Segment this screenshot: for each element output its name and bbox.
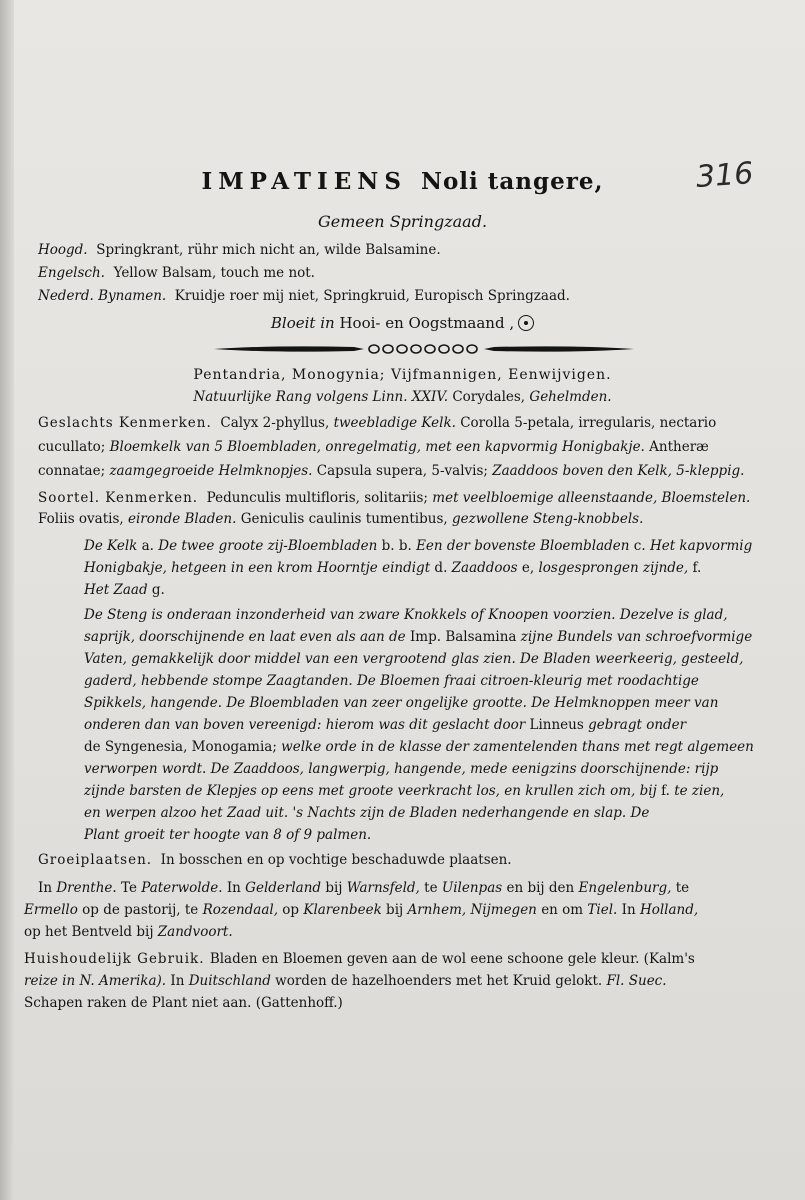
text-run: Foliis ovatis, xyxy=(38,511,128,527)
text-run: Fl. Suec. xyxy=(606,973,667,989)
species-characteristics-line-1 xyxy=(38,489,750,507)
text-run: Pedunculis multifloris, solitariis; xyxy=(206,490,433,506)
text-run: In bosschen en op vochtige beschaduwde plaatsen. xyxy=(160,852,512,868)
title-genus: IMPATIENS xyxy=(201,168,407,195)
text-run: en om xyxy=(541,902,588,918)
text-run: zijnde barsten de Klepjes op eens met groote veerkracht los, en krullen zich om, bij xyxy=(84,783,662,799)
text-run: Zaaddoos xyxy=(451,560,522,576)
text-run: Gehelmden. xyxy=(529,389,612,405)
household-use-line-2 xyxy=(24,972,667,990)
text-run: Rozendaal, xyxy=(202,902,283,918)
text-run: Spikkels, hangende. De Bloembladen van zeer ongelijke grootte. De Helmknoppen meer van xyxy=(84,695,719,711)
text-run: Paterwolde. xyxy=(141,880,227,896)
description-line-8 xyxy=(84,760,718,778)
text-run: Plant groeit ter hoogte van 8 of 9 palmen. xyxy=(84,827,372,843)
localities-line-2 xyxy=(24,901,698,919)
text-run: Het kapvormig xyxy=(649,538,753,554)
text-run: Schapen raken de Plant niet aan. (Gattenhoff.) xyxy=(24,995,343,1011)
text-run: Hoogd. xyxy=(38,242,88,258)
text-run: f. xyxy=(661,783,675,799)
text-run: Yellow Balsam, touch me not. xyxy=(113,265,315,281)
text-run: b. b. xyxy=(381,538,417,554)
text-run: De Steng is onderaan inzonderheid van zware Knokkels of Knoopen voorzien. Dezelve is glad, xyxy=(84,607,728,623)
description-line-6 xyxy=(84,716,686,734)
text-run: connatae; xyxy=(38,463,110,479)
text-run: e, xyxy=(521,560,539,576)
household-use-line-3 xyxy=(24,994,343,1012)
description-line-11 xyxy=(84,826,371,844)
description-line-2 xyxy=(84,628,752,646)
text-run: zaamgegroeide Helmknopjes. xyxy=(109,463,317,479)
text-run: Linneus xyxy=(529,717,589,733)
text-run: en werpen alzoo het Zaad uit. 's Nachts zijn de Bladen nederhangende en slap. De xyxy=(84,805,650,821)
text-run: op de pastorij, te xyxy=(82,902,203,918)
description-line-5 xyxy=(84,694,718,712)
text-run: Een der bovenste Bloembladen xyxy=(416,538,634,554)
description-line-3 xyxy=(84,650,743,668)
text-run: Holland, xyxy=(639,902,699,918)
text-run: Bloeit in xyxy=(270,314,335,332)
text-run: Uilenpas xyxy=(441,880,507,896)
text-run: Drenthe. xyxy=(56,880,121,896)
text-run: Capsula supera, 5-valvis; xyxy=(316,463,493,479)
text-run: reize in N. Amerika). xyxy=(24,973,171,989)
text-run: eironde Bladen. xyxy=(128,511,241,527)
text-run: Natuurlijke Rang volgens Linn. XXIV. xyxy=(193,389,449,405)
localities-line-3 xyxy=(24,923,233,941)
name-dutch xyxy=(38,287,570,305)
text-run: Het Zaad xyxy=(84,582,152,598)
text-run: te zien, xyxy=(674,783,725,799)
text-run: zijne Bundels van schroefvormige xyxy=(520,629,753,645)
text-run: Hooi- en Oogstmaand , xyxy=(339,314,515,332)
text-run: Te xyxy=(120,880,142,896)
text-run: op het Bentveld bij xyxy=(24,924,158,940)
natural-rank-line xyxy=(0,388,805,406)
text-run: Bladen en Bloemen geven aan de wol eene schoone gele kleur. (Kalm's xyxy=(209,951,695,967)
habitat-line xyxy=(38,851,512,869)
title-species: Noli tangere, xyxy=(420,168,604,195)
text-run: Warnsfeld, xyxy=(346,880,425,896)
figure-description-line-2 xyxy=(84,559,701,577)
text-run: g. xyxy=(151,582,165,598)
text-run: Tiel. xyxy=(587,902,622,918)
text-run: Soortel. Kenmerken. xyxy=(38,490,199,506)
description-line-7 xyxy=(84,738,754,756)
text-run: te xyxy=(424,880,442,896)
text-run: Duitschland xyxy=(188,973,276,989)
text-run: cucullato; xyxy=(38,439,110,455)
text-run: Arnhem, Nijmegen xyxy=(407,902,542,918)
text-run: welke orde in de klasse der zamentelenden thans met regt algemeen xyxy=(281,739,754,755)
text-run: Nederd. Bynamen. xyxy=(38,288,167,304)
text-run: Engelenburg, xyxy=(578,880,676,896)
text-run: Bloemkelk van 5 Bloembladen, onregelmatig, met een kapvormig Honigbakje. xyxy=(109,439,650,455)
text-run: Springkrant, rühr mich nicht an, wilde Balsamine. xyxy=(96,242,441,258)
text-run: onderen dan van boven vereenigd: hierom was dit geslacht door xyxy=(84,717,530,733)
genus-characteristics-line-3 xyxy=(38,462,744,480)
classification-line: Pentandria, Monogynia; Vijfmannigen, Eenwijvigen. xyxy=(193,367,612,383)
common-name: Gemeen Springzaad. xyxy=(317,212,488,231)
localities-line-1 xyxy=(38,879,689,897)
text-run: gebragt onder xyxy=(588,717,687,733)
page-title xyxy=(0,168,805,195)
text-run: Corydales, xyxy=(452,389,526,405)
text-run: losgesprongen zijnde, xyxy=(538,560,693,576)
ornamental-rule-icon xyxy=(214,340,634,358)
text-run: Groeiplaatsen. xyxy=(38,852,153,868)
text-run: d. xyxy=(434,560,452,576)
household-use-line-1 xyxy=(24,950,695,968)
text-run: de Syngenesia, Monogamia; xyxy=(84,739,282,755)
text-run: Geniculis caulinis tumentibus, xyxy=(240,511,452,527)
text-run: c. xyxy=(633,538,650,554)
description-line-10 xyxy=(84,804,649,822)
flowering-line xyxy=(0,314,805,332)
text-run: tweebladige Kelk. xyxy=(333,415,461,431)
text-run: De Kelk xyxy=(84,538,142,554)
text-run: Huishoudelijk Gebruik. xyxy=(24,951,210,967)
text-run: In xyxy=(170,973,189,989)
text-run: Calyx 2-phyllus, xyxy=(220,415,334,431)
description-line-1 xyxy=(84,606,728,624)
text-run: f. xyxy=(692,560,702,576)
text-run: met veelbloemige alleenstaande, Bloemstelen. xyxy=(432,490,751,506)
text-run: Honigbakje, hetgeen in een krom Hoorntje eindigt xyxy=(84,560,435,576)
text-run: en bij den xyxy=(506,880,579,896)
text-run: Geslachts Kenmerken. xyxy=(38,415,212,431)
text-run: Ermello xyxy=(24,902,83,918)
text-run: op xyxy=(282,902,304,918)
text-run: a. xyxy=(141,538,159,554)
text-run: gaderd, hebbende stompe Zaagtanden. De Bloemen fraai citroen-kleurig met roodachtige xyxy=(84,673,699,689)
text-run: worden de hazelhoenders met het Kruid gelokt. xyxy=(275,973,607,989)
text-run: saprijk, doorschijnende en laat even als aan de xyxy=(84,629,410,645)
text-run: bij xyxy=(325,880,347,896)
text-run: Corolla 5-petala, irregularis, nectario xyxy=(460,415,717,431)
text-run: De twee groote zij-Bloembladen xyxy=(158,538,382,554)
name-english xyxy=(38,264,315,282)
text-run: Engelsch. xyxy=(38,265,105,281)
description-line-9 xyxy=(84,782,724,800)
genus-characteristics-line-1 xyxy=(38,414,716,432)
text-run: Zaaddoos boven den Kelk, 5-kleppig. xyxy=(492,463,745,479)
text-run: Klarenbeek xyxy=(303,902,387,918)
text-run: verworpen wordt. De Zaaddoos, langwerpig, hangende, mede eenigzins doorschijnende: rijp xyxy=(84,761,719,777)
text-run: Zandvoort. xyxy=(157,924,233,940)
text-run: Kruidje roer mij niet, Springkruid, Europisch Springzaad. xyxy=(174,288,570,304)
figure-description-line-3 xyxy=(84,581,165,599)
handwritten-page-number: 316 xyxy=(694,156,755,195)
description-line-4 xyxy=(84,672,699,690)
text-run: Vaten, gemakkelijk door middel van een vergrootend glas zien. De Bladen weerkeerig, gesteeld, xyxy=(84,651,744,667)
species-characteristics-line-2 xyxy=(38,510,643,528)
name-high-german xyxy=(38,241,441,259)
text-run: te xyxy=(675,880,690,896)
text-run: In xyxy=(226,880,246,896)
text-run: Antheræ xyxy=(649,439,709,455)
genus-characteristics-line-2 xyxy=(38,438,709,456)
figure-description-line-1 xyxy=(84,537,752,555)
text-run: In xyxy=(38,880,57,896)
text-run: Gelderland xyxy=(245,880,326,896)
text-run: Imp. Balsamina xyxy=(409,629,521,645)
annual-plant-symbol-icon xyxy=(518,315,534,331)
text-run: gezwollene Steng-knobbels. xyxy=(451,511,644,527)
text-run: In xyxy=(621,902,640,918)
text-run: bij xyxy=(386,902,408,918)
